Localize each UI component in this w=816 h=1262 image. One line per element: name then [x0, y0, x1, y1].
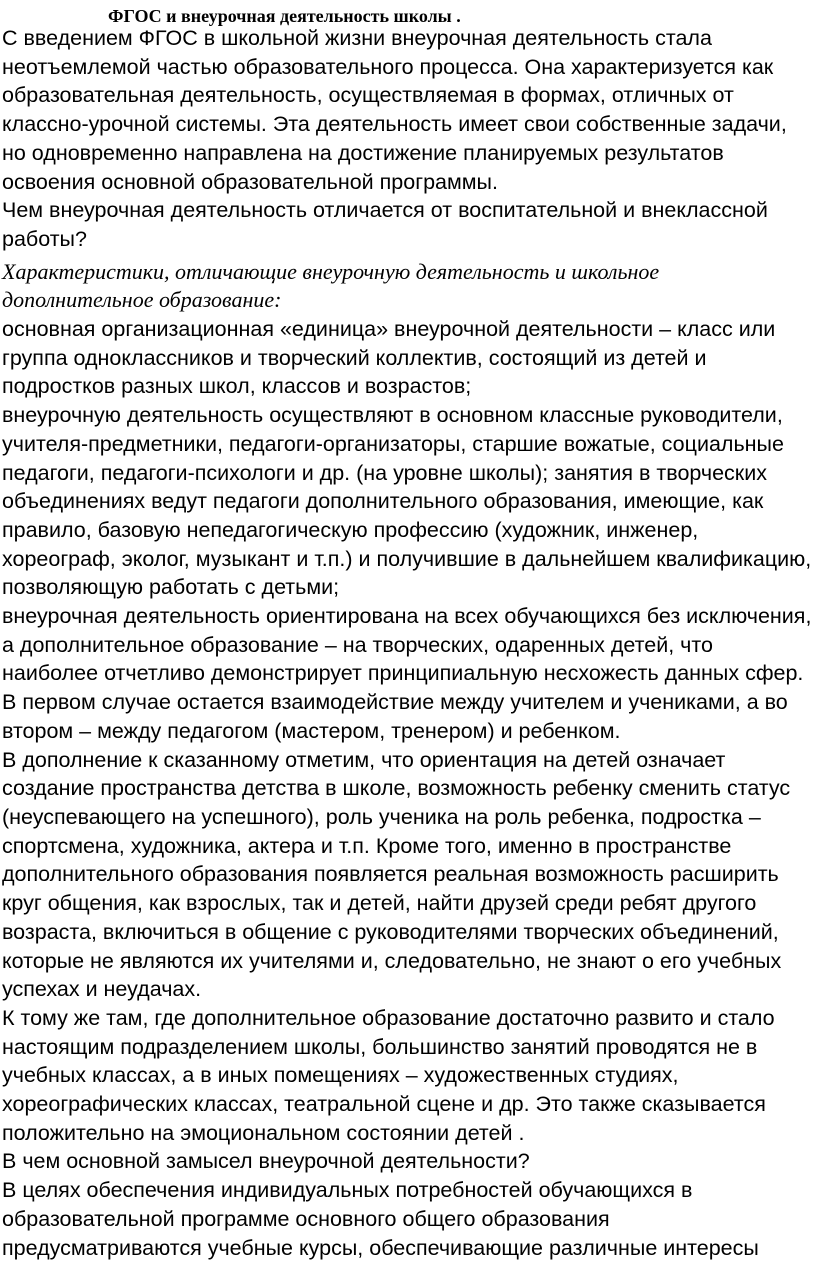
paragraph-characteristics-heading: Характеристики, отличающие внеурочную деятельность и школьное дополнительное образование:: [2, 258, 660, 313]
paragraph-premises: К тому же там, где дополнительное образование достаточно развито и стало настоящим подразделением школы, большинство занятий проводятся не в учебных классах, а в иных помещениях – художественных студиях, хореографических классах, театральной сцене и др. Это также сказывается положительно на эмоциональном состоянии детей .: [2, 1005, 775, 1145]
paragraph-question-main-idea: В чем основной замысел внеурочной деятельности?: [2, 1149, 530, 1174]
paragraph-question-difference: Чем внеурочная деятельность отличается от воспитательной и внеклассной работы?: [2, 198, 768, 251]
document-title: ФГОС и внеурочная деятельность школы .: [108, 6, 461, 26]
document-body: [2, 24, 814, 1262]
paragraph-space-of-childhood: В дополнение к сказанному отметим, что ориентация на детей означает создание пространства детства в школе, возможность ребенку сменить статус (неуспевающего на успешного), роль ученика на роль ребенка, подростка – спортсмена, художника, актера и т.п. Кроме того, именно в пространстве дополнительного образования появляется реальная возможность расширить круг общения, как взрослых, так и детей, найти друзей среди ребят другого возраста, включиться в общение с руководителями творческих объединений, которые не являются их учителями и, следовательно, не знают о его учебных успехах и неудачах.: [2, 747, 791, 1002]
paragraph-who-conducts: внеурочную деятельность осуществляют в основном классные руководители, учителя-предметники, педагоги-организаторы, старшие вожатые, социальные педагоги, педагоги-психологи и др. (на уровне школы); занятия в творческих объединениях ведут педагоги дополнительного образования, имеющие, как правило, базовую непедагогическую профессию (художник, инженер, хореограф, эколог, музыкант и т.п.) и получившие в дальнейшем квалификацию, позволяющую работать с детьми;: [2, 403, 812, 600]
paragraph-individual-needs: В целях обеспечения индивидуальных потребностей обучающихся в образовательной программе основного общего образования предусматриваются учебные курсы, обеспечивающие различные интересы: [2, 1178, 759, 1260]
paragraph-organizational-unit: основная организационная «единица» внеурочной деятельности – класс или группа одноклассников и творческий коллектив, состоящий из детей и подростков разных школ, классов и возрастов;: [2, 317, 776, 399]
paragraph-orientation: внеурочная деятельность ориентирована на всех обучающихся без исключения, а дополнительное образование – на творческих, одаренных детей, что наиболее отчетливо демонстрирует принципиальную несхожесть данных сфер. В первом случае остается взаимодействие между учителем и учениками, а во втором – между педагогом (мастером, тренером) и ребенком.: [2, 604, 812, 743]
paragraph-intro: С введением ФГОС в школьной жизни внеурочная деятельность стала неотъемлемой частью образовательного процесса. Она характеризуется как образовательная деятельность, осуществляемая в формах, отличных от классно-урочной системы. Эта деятельность имеет свои собственные задачи, но одновременно направлена на достижение планируемых результатов освоения основной образовательной программы.: [2, 26, 787, 194]
